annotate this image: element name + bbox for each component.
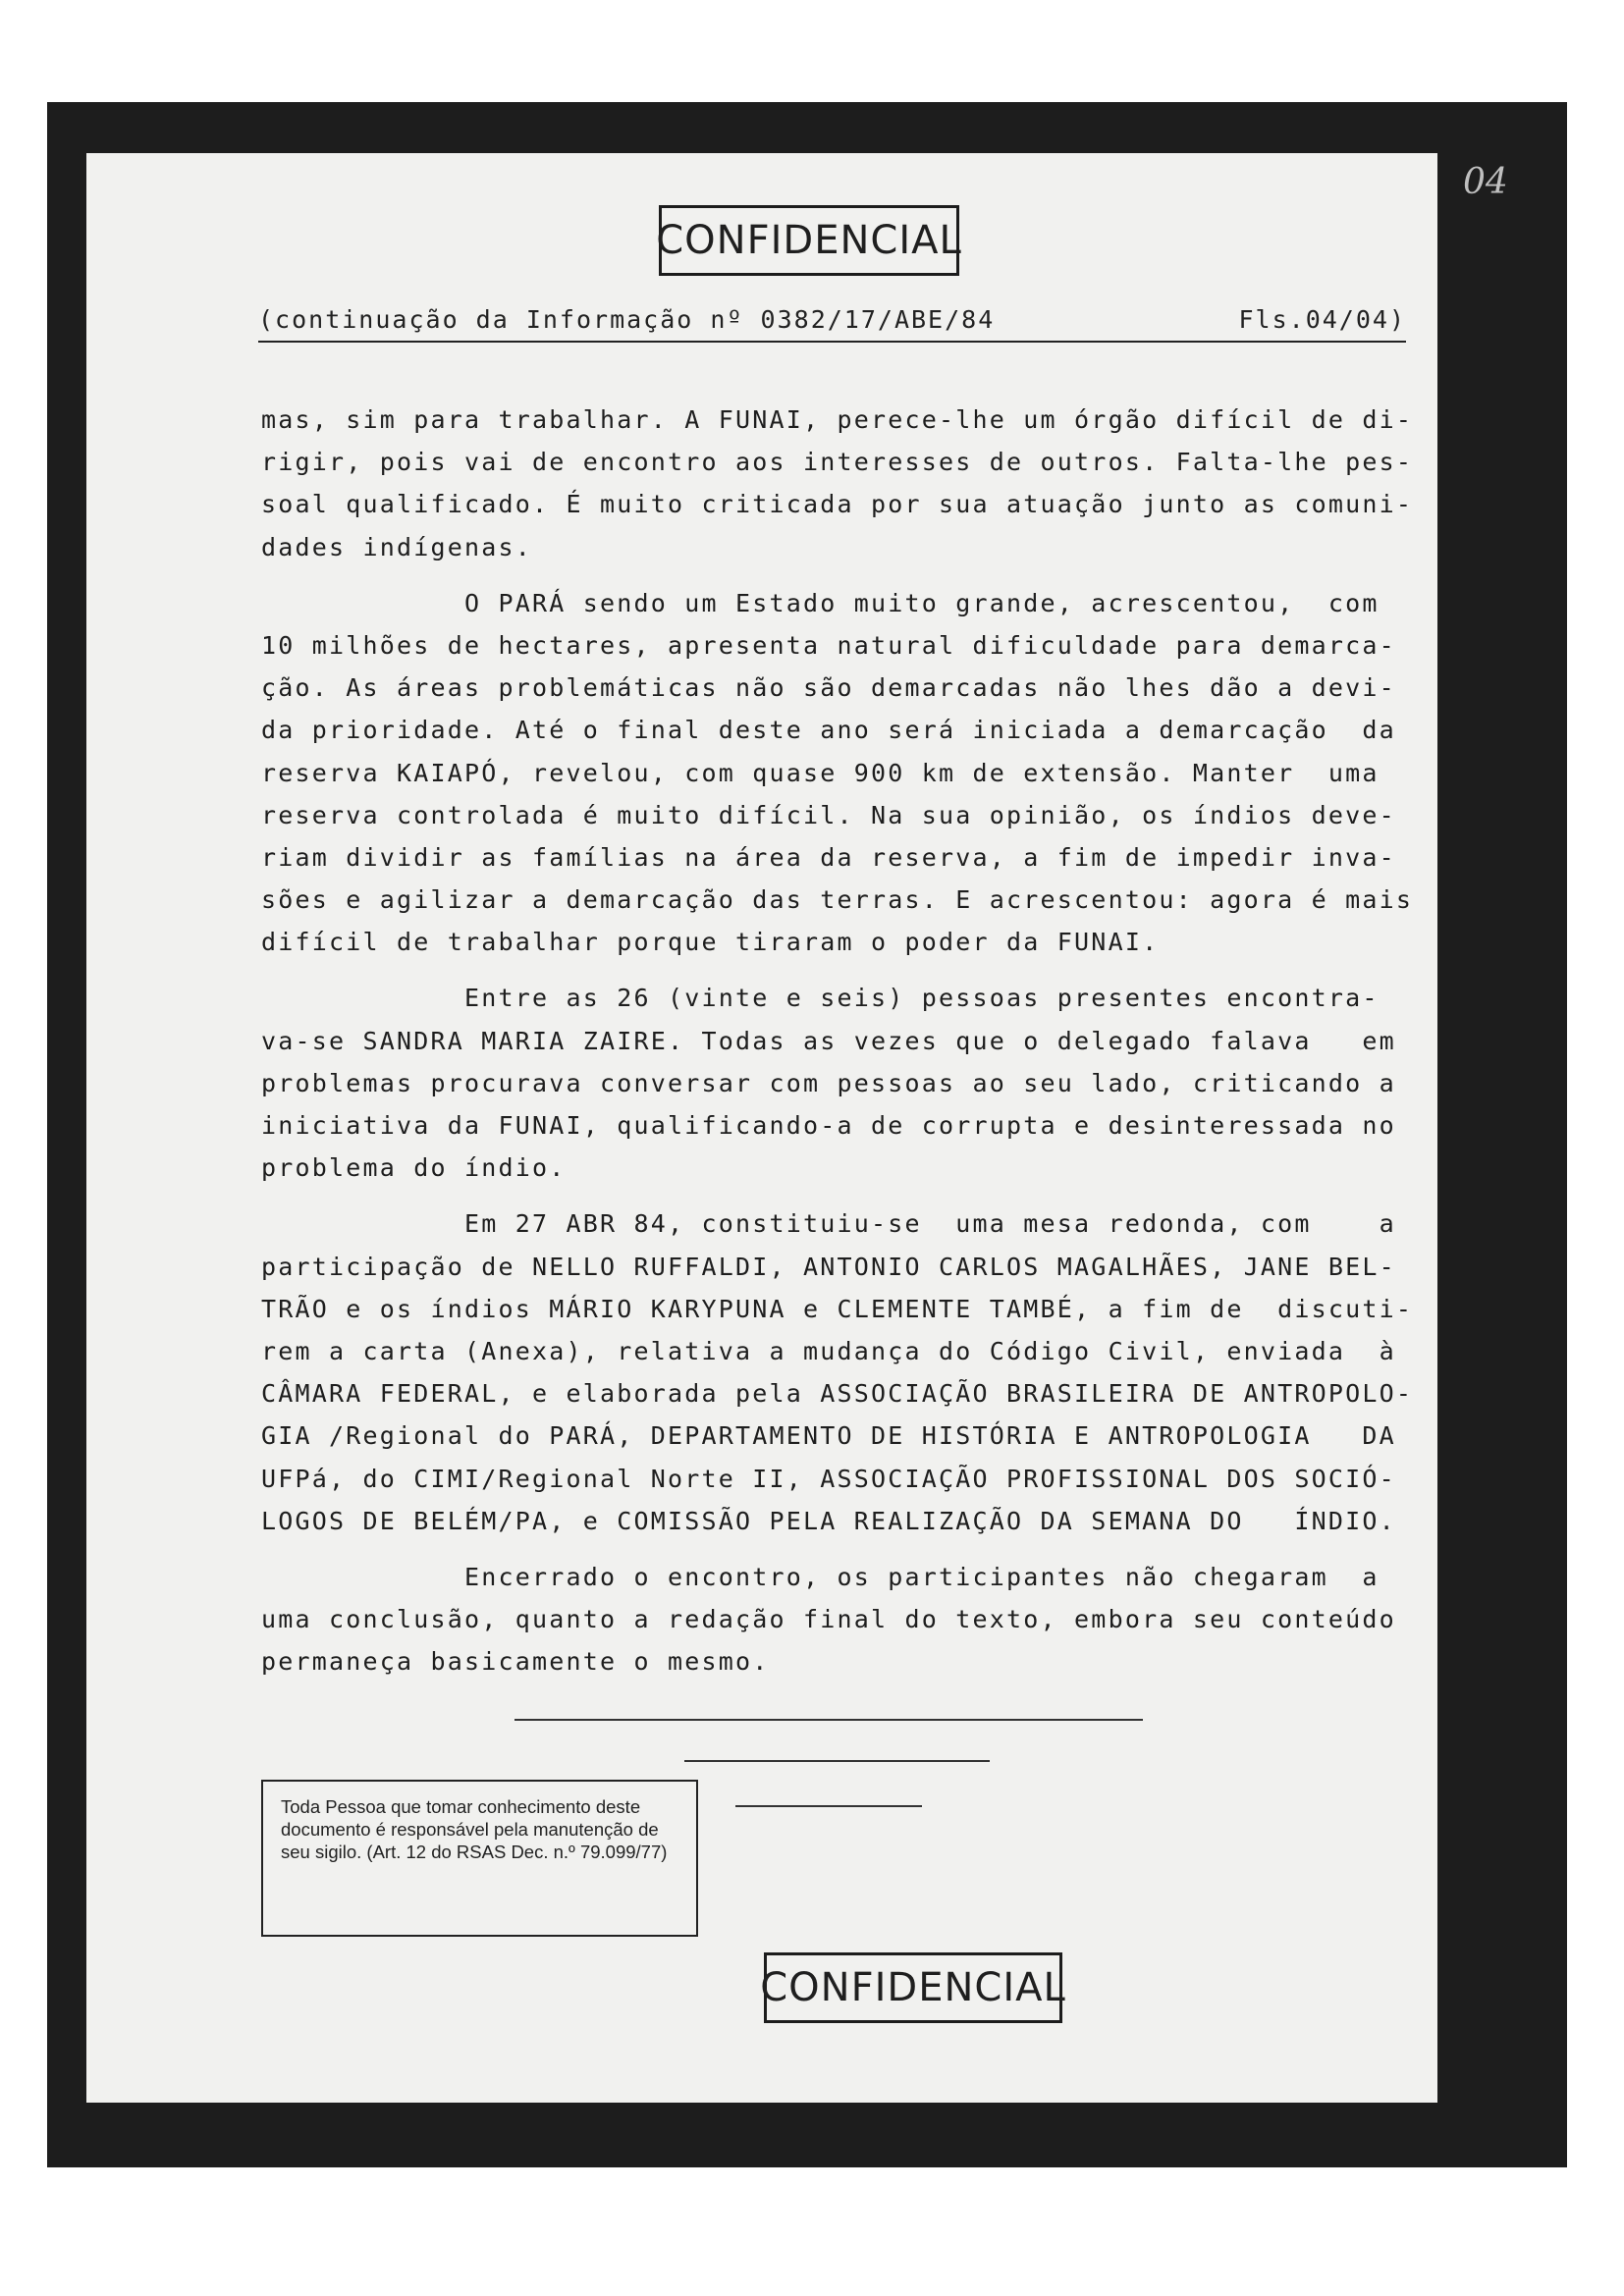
paragraph-2 xyxy=(261,582,1414,964)
text-line: difícil de trabalhar porque tiraram o poder da FUNAI. xyxy=(261,928,1160,957)
text-line: uma conclusão, quanto a redação final do texto, embora seu conteúdo xyxy=(261,1605,1396,1634)
text-line: problema do índio. xyxy=(261,1153,567,1183)
separator-line xyxy=(684,1760,990,1762)
confidential-stamp-bottom: CONFIDENCIAL xyxy=(764,1952,1062,2023)
text-line: problemas procurava conversar com pessoas ao seu lado, criticando a xyxy=(261,1068,1396,1097)
text-line: ção. As áreas problemáticas não são demarcadas não lhes dão a devi- xyxy=(261,673,1396,703)
confidential-stamp-top: CONFIDENCIAL xyxy=(659,205,959,276)
text-line: LOGOS DE BELÉM/PA, e COMISSÃO PELA REALIZAÇÃO DA SEMANA DO ÍNDIO. xyxy=(261,1506,1396,1535)
separator-line xyxy=(735,1805,922,1807)
text-line: riam dividir as famílias na área da reserva, a fim de impedir inva- xyxy=(261,842,1396,872)
text-line: rigir, pois vai de encontro aos interesses de outros. Falta-lhe pes- xyxy=(261,448,1414,477)
text-line: UFPá, do CIMI/Regional Norte II, ASSOCIAÇÃO PROFISSIONAL DOS SOCIÓ- xyxy=(261,1464,1396,1493)
text-line: GIA /Regional do PARÁ, DEPARTAMENTO DE HISTÓRIA E ANTROPOLOGIA DA xyxy=(261,1421,1396,1451)
text-line: participação de NELLO RUFFALDI, ANTONIO CARLOS MAGALHÃES, JANE BEL- xyxy=(261,1252,1396,1281)
text-line: rem a carta (Anexa), relativa a mudança do Código Civil, enviada à xyxy=(261,1336,1396,1365)
text-line: reserva KAIAPÓ, revelou, com quase 900 km de extensão. Manter uma xyxy=(261,758,1380,787)
text-line: iniciativa da FUNAI, qualificando-a de corrupta e desinteressada no xyxy=(261,1111,1396,1140)
paragraph-3 xyxy=(261,977,1405,1189)
text-line: permaneça basicamente o mesmo. xyxy=(261,1647,770,1677)
text-line: Em 27 ABR 84, constituiu-se uma mesa redonda, com a xyxy=(261,1209,1396,1239)
text-line: soal qualificado. É muito criticada por sua atuação junto as comuni- xyxy=(261,490,1414,519)
text-line: dades indígenas. xyxy=(261,532,533,561)
paragraph-1 xyxy=(261,399,1414,568)
body-text xyxy=(261,399,1414,1682)
text-line: da prioridade. Até o final deste ano será iniciada a demarcação da xyxy=(261,716,1396,745)
text-line: CÂMARA FEDERAL, e elaborada pela ASSOCIAÇÃO BRASILEIRA DE ANTROPOLO- xyxy=(261,1379,1414,1409)
text-line: reserva controlada é muito difícil. Na sua opinião, os índios deve- xyxy=(261,800,1396,829)
separator-line xyxy=(514,1719,1143,1721)
confidentiality-notice: Toda Pessoa que tomar conhecimento deste documento é responsável pela manutenção de seu sigilo. (Art. 12 do RSAS Dec. n.º 79.099/77) xyxy=(261,1780,698,1937)
text-line: Entre as 26 (vinte e seis) pessoas presentes encontra- xyxy=(261,984,1380,1013)
paragraph-5 xyxy=(261,1556,1405,1683)
header-folio: Fls.04/04) xyxy=(1238,305,1406,334)
text-line: mas, sim para trabalhar. A FUNAI, perece-lhe um órgão difícil de di- xyxy=(261,405,1414,434)
text-line: sões e agilizar a demarcação das terras. E acrescentou: agora é mais xyxy=(261,885,1414,915)
text-line: TRÃO e os índios MÁRIO KARYPUNA e CLEMENTE TAMBÉ, a fim de discuti- xyxy=(261,1294,1414,1323)
text-line: O PARÁ sendo um Estado muito grande, acrescentou, com xyxy=(261,588,1380,617)
page-number: 04 xyxy=(1463,162,1508,202)
page-header xyxy=(258,305,1406,343)
text-line: va-se SANDRA MARIA ZAIRE. Todas as vezes que o delegado falava em xyxy=(261,1026,1396,1055)
paragraph-4 xyxy=(261,1202,1414,1542)
text-line: Encerrado o encontro, os participantes não chegaram a xyxy=(261,1562,1380,1591)
header-reference: (continuação da Informação nº 0382/17/ABE/84 xyxy=(258,305,996,334)
text-line: 10 milhões de hectares, apresenta natural dificuldade para demarca- xyxy=(261,630,1396,660)
